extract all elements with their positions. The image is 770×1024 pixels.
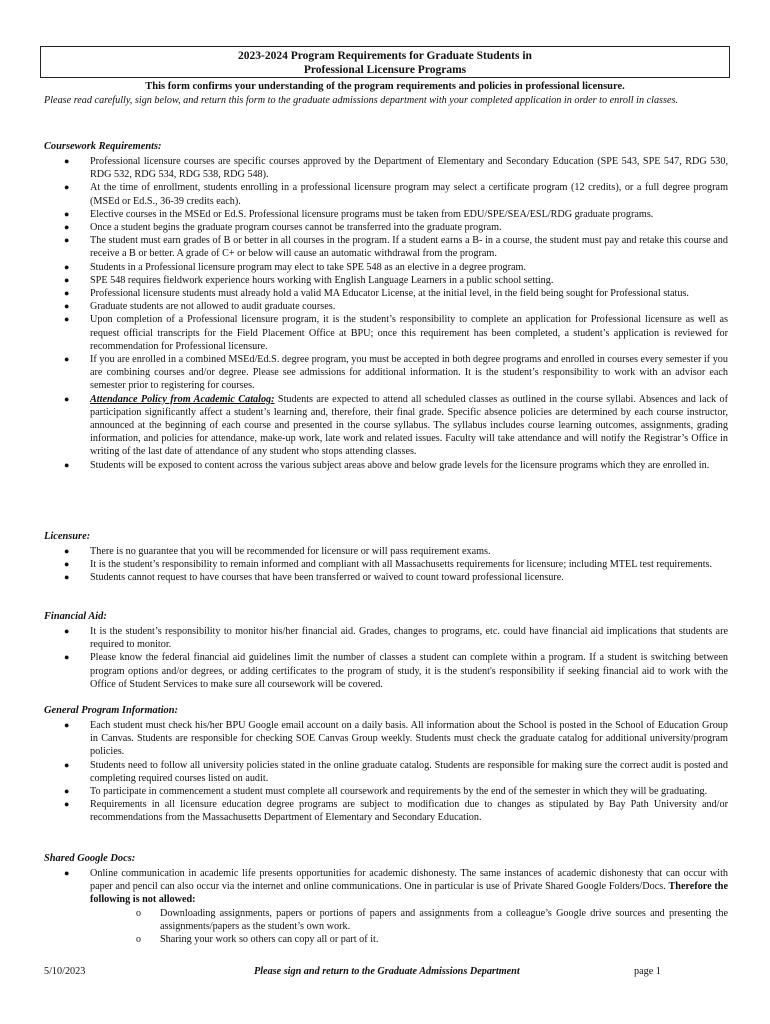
footer-date: 5/10/2023 [44,966,86,977]
intro-instructions: Please read carefully, sign below, and return this form to the graduate admissions department with your completed application in order to enroll in classes. [44,95,679,106]
bullet-icon: ● [64,868,70,878]
list-item: ● At the time of enrollment, students enrolling in a professional licensure program may select a certificate program (12 credits), or a full degree program (MSEd or Ed.S., 36-39 credits each). [64,182,728,207]
bullet-icon: ● [64,288,70,299]
list-item: ● Students need to follow all university policies stated in the online graduate catalog. Students are responsible for making sure the correct audit is posted and completing required courses listed on audit. [64,759,728,784]
bullet-icon: ● [64,786,70,797]
bullet-icon: ● [64,301,70,312]
list-item: ● Please know the federal financial aid guidelines limit the number of classes a student can complete within a program. If a student is switching between program options and/or degrees, or adding certificates to the program of study, it is the student's responsibility if seeking financial aid to work with the Office of Student Services to make sure all coursework will be covered. [64,652,728,690]
bullet-icon: ● [64,572,70,583]
bullet-icon: ● [64,261,70,272]
list-item: ● Professional licensure courses are specific courses approved by the Department of Elementary and Secondary Education (SPE 543, SPE 547, RDG 530, RDG 532, RDG 534, RDG 538, RDG 548). [64,156,728,181]
financial-aid-section [44,610,728,691]
bullet-icon: ● [64,314,70,325]
list-item: ● If you are enrolled in a combined MSEd/Ed.S. degree program, you must be accepted in both degree programs and enrolled in courses every semester if you are combining courses and/or degree. Please see admissions for additional information. It is the student’s responsibility to work with an advisor each semester prior to registering for courses. [64,354,728,392]
list-item-attendance: ● Attendance Policy from Academic Catalog: Students are expected to attend all scheduled classes as outlined in the course syllabi. Absences and lack of participation significantly affect a student’s learning and, therefore, their final grade. Specific absence policies are determined by each course instructor, announced at the beginning of each course and presented in the course syllabus. The syllabus includes course learning outcomes, assignments, grading information, and policies for attendance, make-up work, late work and related issues. Faculty will take attendance and will notify the Registrar’s Office in writing of the last date of attendance of any student who stops attending classes. [64,393,729,458]
bullet-icon: ● [64,799,70,810]
bullet-icon: ● [64,222,70,233]
list-item: ● It is the student’s responsibility to remain informed and compliant with all Massachusetts requirements for licensure; including MTEL test requirements. [64,559,713,571]
coursework-section [44,140,728,472]
list-item: ● The student must earn grades of B or better in all courses in the program. If a student earns a B- in a course, the student must pay and retake this course and receive a B or better. A grade of C+ or below will cause an automatic withdrawal from the program. [64,235,728,260]
coursework-heading: Coursework Requirements: [44,141,162,152]
list-item: ● Each student must check his/her BPU Google email account on a daily basis. All information about the School is posted in the School of Education Group in Canvas. Students are responsible for checking SOE Canvas Group weekly. Students must check the graduate catalog for additional university/program policies. [64,720,728,758]
list-item: ● It is the student’s responsibility to monitor his/her financial aid. Grades, changes to programs, etc. could have financial aid implications that students are required to monitor. [64,626,728,651]
bullet-icon: ● [64,459,70,470]
list-item: ● Graduate students are not allowed to audit graduate courses. [64,301,336,313]
list-item: ● To participate in commencement a student must complete all coursework and requirements by the end of the semester in which they will be graduating. [64,786,708,798]
list-item: ● Professional licensure students must already hold a valid MA Educator License, at the initial level, in the field being sought for Professional status. [64,288,689,300]
general-info-section [44,704,728,825]
title-line-1: 2023-2024 Program Requirements for Graduate Students in [238,50,532,62]
bullet-icon: ● [64,235,70,246]
licensure-section [44,530,728,585]
bullet-icon: ● [64,354,70,365]
licensure-heading: Licensure: [44,531,91,542]
list-item: ● Elective courses in the MSEd or Ed.S. Professional licensure programs must be taken from EDU/SPE/SEA/ESL/RDG graduate programs. [64,208,654,220]
footer-instruction: Please sign and return to the Graduate Admissions Department [254,966,520,977]
page-number: page 1 [634,966,661,977]
bullet-icon: ● [64,182,70,193]
shared-google-docs-section [44,852,728,946]
bullet-icon: ● [64,274,70,285]
list-item: ● Online communication in academic life presents opportunities for academic dishonesty. The same instances of academic dishonesty that can occur with paper and pencil can also occur via the internet and online communications. One in particular is use of Private Shared Google Folders/Docs. Therefore the following is not allowed: o Downloading assignments, papers or portions of papers and assignments from a colleague’s Google drive sources and presenting the assignments/papers as the student’s own work. o Sharing your work so others can copy all or part of it. [64,868,728,946]
title-line-2: Professional Licensure Programs [303,64,467,76]
list-item: ● Students in a Professional licensure program may elect to take SPE 548 as an elective in a degree program. [64,261,526,273]
bullet-icon: ● [64,626,70,636]
sub-list-item: o Sharing your work so others can copy all or part of it. [136,934,379,946]
list-item: ● Students will be exposed to content across the various subject areas above and below grade levels for the licensure programs which they are enrolled in. [64,459,710,471]
circle-bullet-icon: o [136,907,141,919]
bullet-icon: ● [64,393,70,404]
bullet-icon: ● [64,546,70,556]
title-box [40,46,730,78]
list-item: ● SPE 548 requires fieldwork experience hours working with English Language Learners in a public school setting. [64,274,554,286]
bullet-icon: ● [64,559,70,570]
list-item: ● Once a student begins the graduate program courses cannot be transferred into the graduate program. [64,222,502,234]
sub-list-item: o Downloading assignments, papers or portions of papers and assignments from a colleague’s Google drive sources and presenting the assignments/papers as the student’s own work. [136,907,728,932]
bullet-icon: ● [64,156,70,166]
page-footer [44,966,728,980]
list-item: ● Requirements in all licensure education degree programs are subject to modification due to changes as stipulated by Bay Path University and/or recommendations from the Massachusetts Department of Elementary and Secondary Education. [64,799,728,824]
not-allowed-label: Therefore the following is not allowed: [90,881,728,906]
list-item: ● There is no guarantee that you will be recommended for licensure or will pass requirement exams. [64,546,491,557]
financial-aid-heading: Financial Aid: [44,611,107,622]
list-item: ● Students cannot request to have courses that have been transferred or waived to count toward professional licensure. [64,572,564,584]
shared-google-docs-heading: Shared Google Docs: [44,853,136,864]
list-item: ● Upon completion of a Professional licensure program, it is the student’s responsibility to complete an application for Professional licensure as well as request official transcripts for the Field Placement Office at BPU; once this requirement has been completed, a student’s application is reviewed for recommendation for Professional licensure. [64,314,728,352]
general-info-heading: General Program Information: [44,705,178,716]
intro-statement: This form confirms your understanding of the program requirements and policies in professional licensure. [145,81,625,92]
bullet-icon: ● [64,208,70,219]
bullet-icon: ● [64,759,70,770]
bullet-icon: ● [64,720,70,730]
circle-bullet-icon: o [136,934,141,946]
bullet-icon: ● [64,652,70,663]
attendance-policy-label: Attendance Policy from Academic Catalog: [90,393,275,405]
